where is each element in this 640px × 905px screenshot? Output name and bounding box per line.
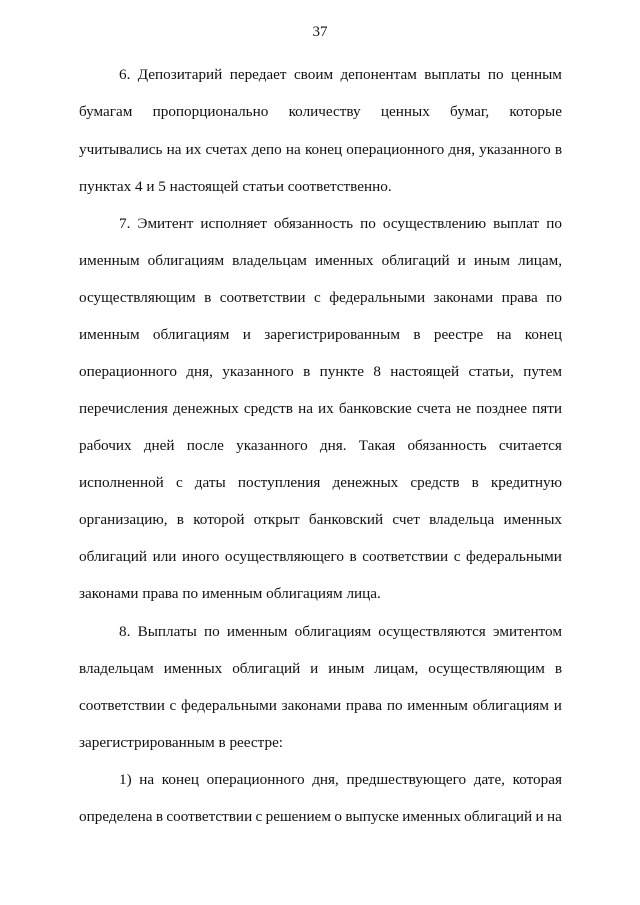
text-line: владельцам именных облигаций и иным лицам, осуществляющим в (79, 660, 562, 677)
text-line: операционного дня, указанного в пункте 8 настоящей статьи, путем (79, 363, 562, 380)
text-line: бумагам пропорционально количеству ценных бумаг, которые (79, 103, 562, 120)
text-line: пунктах 4 и 5 настоящей статьи соответственно. (79, 178, 392, 195)
text-line: зарегистрированным в реестре: (79, 734, 284, 751)
text-line: осуществляющим в соответствии с федеральными законами права по (79, 289, 562, 306)
text-line: рабочих дней после указанного дня. Такая обязанность считается (79, 437, 562, 454)
text-line: учитывались на их счетах депо на конец операционного дня, указанного в (79, 141, 562, 158)
text-line: исполненной с даты поступления денежных средств в кредитную (79, 474, 562, 491)
text-line: именным облигациям и зарегистрированным в реестре на конец (79, 326, 562, 343)
text-line: облигаций или иного осуществляющего в соответствии с федеральными (79, 548, 562, 565)
text-line: именным облигациям владельцам именных облигаций и иным лицам, (79, 252, 562, 269)
text-line: организацию, в которой открыт банковский счет владельца именных (79, 511, 562, 528)
text-line: 7. Эмитент исполняет обязанность по осуществлению выплат по (119, 215, 562, 232)
text-line: законами права по именным облигациям лица. (79, 585, 381, 602)
text-line: 6. Депозитарий передает своим депонентам выплаты по ценным (119, 66, 562, 83)
text-line: определена в соответствии с решением о выпуске именных облигаций и на (79, 808, 562, 825)
text-line: соответствии с федеральными законами права по именным облигациям и (79, 697, 562, 714)
text-line: 8. Выплаты по именным облигациям осуществляются эмитентом (119, 623, 562, 640)
page-number: 37 (312, 24, 328, 40)
text-line: 1) на конец операционного дня, предшествующего дате, которая (119, 771, 562, 788)
text-line: перечисления денежных средств на их банковские счета не позднее пяти (79, 400, 562, 417)
